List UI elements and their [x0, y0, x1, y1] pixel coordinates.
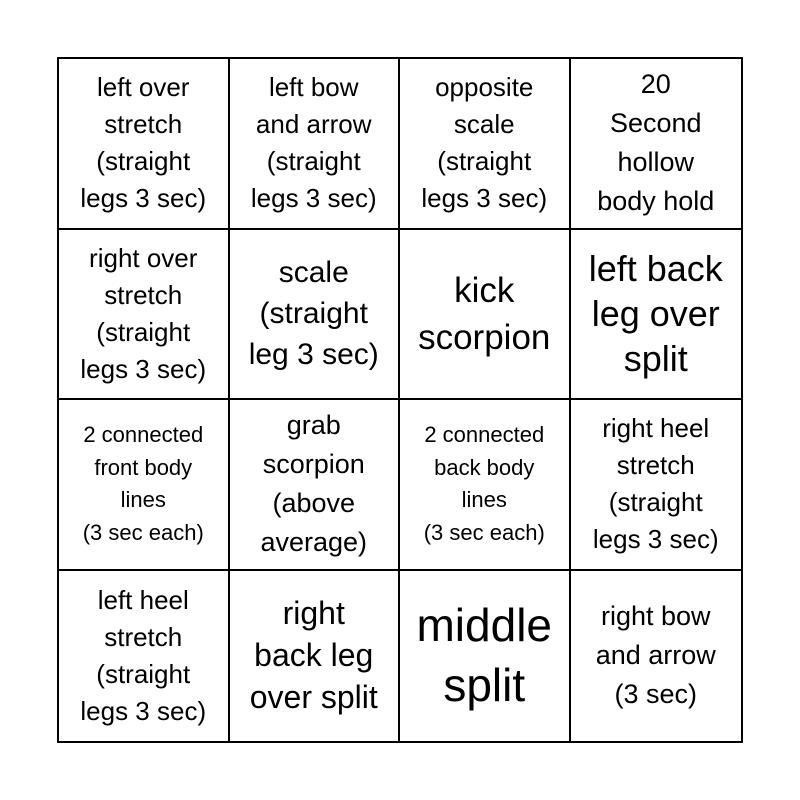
- bingo-cell-r4c2[interactable]: right back leg over split: [230, 571, 401, 742]
- bingo-cell-r3c4[interactable]: right heel stretch (straight legs 3 sec): [571, 400, 742, 571]
- bingo-card-grid: [57, 57, 743, 743]
- bingo-cell-r3c2[interactable]: grab scorpion (above average): [230, 400, 401, 571]
- bingo-cell-r3c1[interactable]: 2 connected front body lines (3 sec each): [59, 400, 230, 571]
- bingo-cell-r1c4[interactable]: 20 Second hollow body hold: [571, 59, 742, 230]
- bingo-cell-r4c4[interactable]: right bow and arrow (3 sec): [595, 601, 716, 710]
- bingo-cell-r2c4[interactable]: left back leg over split: [571, 230, 742, 401]
- bingo-cell-r4c3[interactable]: middle split: [400, 571, 571, 742]
- bingo-cell-r2c2[interactable]: scale (straight leg 3 sec): [230, 230, 401, 401]
- bingo-cell-r2c1[interactable]: right over stretch (straight legs 3 sec): [59, 230, 230, 401]
- bingo-cell-r4c1[interactable]: left heel stretch (straight legs 3 sec): [59, 571, 230, 742]
- bingo-cell-r1c1[interactable]: left over stretch (straight legs 3 sec): [59, 59, 230, 230]
- bingo-cell-r3c3[interactable]: 2 connected back body lines (3 sec each): [400, 400, 571, 571]
- bingo-cell-r2c3[interactable]: kick scorpion: [400, 230, 571, 401]
- bingo-cell-r1c2[interactable]: left bow and arrow (straight legs 3 sec): [230, 59, 401, 230]
- bingo-cell-r1c3[interactable]: opposite scale (straight legs 3 sec): [400, 59, 571, 230]
